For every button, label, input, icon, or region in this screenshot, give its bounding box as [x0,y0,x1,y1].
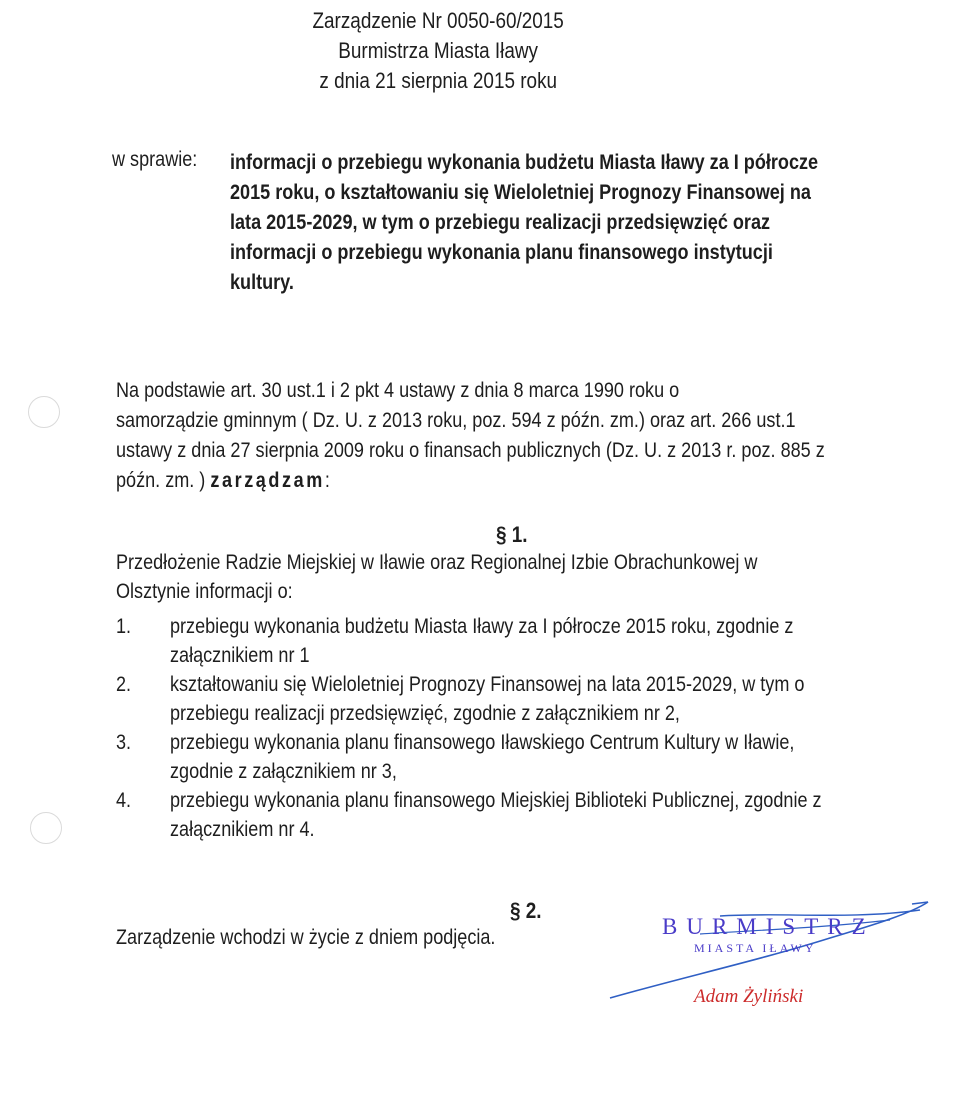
entry-into-force: Zarządzenie wchodzi w życie z dniem podjęcia. [116,926,496,949]
item-line: przebiegu wykonania planu finansowego Miejskiej Biblioteki Publicznej, zgodnie z [170,789,822,812]
punch-hole [28,396,60,428]
subject-line: informacji o przebiegu wykonania planu finansowego instytucji [230,241,773,264]
subject-line: kultury. [230,271,294,294]
document-header [0,6,960,96]
section-1-sign: § 1. [496,522,528,547]
subject-line: lata 2015-2029, w tym o przebiegu realizacji przedsięwzięć oraz [230,211,771,234]
subject-text [230,148,914,298]
mayor-stamp-signature [590,890,950,1040]
item-number: 3. [116,731,132,754]
decree-number: Zarządzenie Nr 0050-60/2015 [312,8,564,33]
section-1-intro [116,548,862,606]
subject-label: w sprawie: [112,148,198,171]
basis-line: ustawy z dnia 27 sierpnia 2009 roku o finansach publicznych (Dz. U. z 2013 r. poz. 885 z [116,439,825,462]
subject-line: informacji o przebiegu wykonania budżetu Miasta Iławy za I półrocze [230,151,819,174]
legal-basis [116,376,940,496]
basis-line-last: późn. zm. ) zarządzam: [116,469,330,492]
item-number: 1. [116,615,132,638]
basis-line: Na podstawie art. 30 ust.1 i 2 pkt 4 ustawy z dnia 8 marca 1990 roku o [116,379,680,402]
item-line: zgodnie z załącznikiem nr 3, [170,760,397,783]
stamp-title: BURMISTRZ [662,914,875,939]
issuer: Burmistrza Miasta Iławy [338,38,538,63]
signature-scribble [590,890,950,1040]
item-number: 4. [116,789,132,812]
item-line: przebiegu wykonania budżetu Miasta Iławy za I półrocze 2015 roku, zgodnie z [170,615,794,638]
decree-date: z dnia 21 sierpnia 2015 roku [319,68,557,93]
subject-line: 2015 roku, o kształtowaniu się Wieloletniej Prognozy Finansowej na [230,181,811,204]
intro-line: Przedłożenie Radzie Miejskiej w Iławie oraz Regionalnej Izbie Obrachunkowej w [116,551,758,574]
basis-line: samorządzie gminnym ( Dz. U. z 2013 roku, poz. 594 z późn. zm.) oraz art. 266 ust.1 [116,409,796,432]
item-line: załącznikiem nr 4. [170,818,315,841]
item-line: kształtowaniu się Wieloletniej Prognozy Finansowej na lata 2015-2029, w tym o [170,673,805,696]
section-2-sign: § 2. [510,898,542,923]
item-line: przebiegu wykonania planu finansowego Iławskiego Centrum Kultury w Iławie, [170,731,795,754]
stamp-subtitle: MIASTA IŁAWY [694,941,817,955]
decree-word: zarządzam [210,469,325,492]
punch-hole [30,812,62,844]
item-number: 2. [116,673,132,696]
item-line: przebiegu realizacji przedsięwzięć, zgodnie z załącznikiem nr 2, [170,702,680,725]
intro-line: Olsztynie informacji o: [116,580,293,603]
item-line: załącznikiem nr 1 [170,644,310,667]
stamp-name: Adam Żyliński [694,986,804,1007]
